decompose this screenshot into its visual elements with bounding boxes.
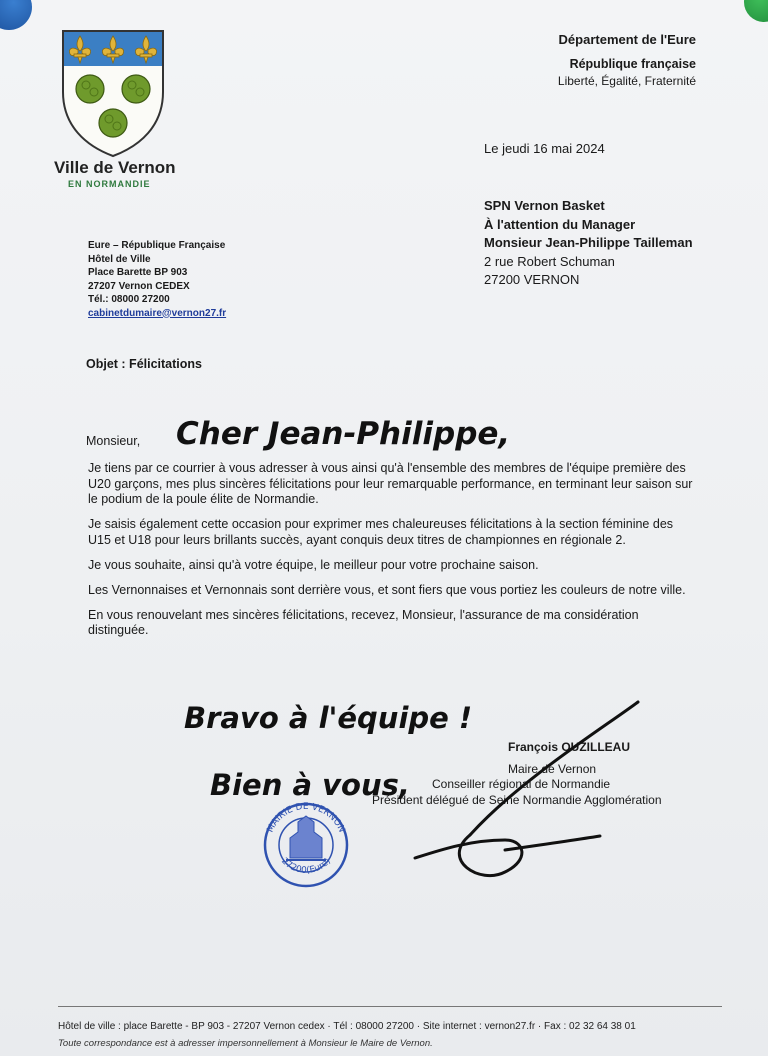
body-paragraph: Je tiens par ce courrier à vous adresser à vous ainsi qu'à l'ensemble des membres de l'équipe première des U20 garçons, mes plus sincères félicitations pour leur remarquable performance, en terminant leur saison sur le podium de la poule élite de Normandie.: [88, 461, 693, 506]
signatory-name: François OUZILLEAU: [507, 740, 630, 754]
republic-name: République française: [569, 57, 696, 71]
town-hall-stamp-icon: [265, 802, 347, 886]
sender-line: Place Barette BP 903: [88, 267, 188, 278]
handwritten-greeting: Cher Jean-Philippe,: [176, 416, 511, 452]
body-paragraph: Les Vernonnaises et Vernonnais sont derrière vous, et sont fiers que vous portiez les couleurs de notre ville.: [88, 582, 686, 597]
body-paragraph: Je saisis également cette occasion pour exprimer mes chaleureuses félicitations à la section féminine des U15 et U18 pour leurs brillants succès, ayant conquis deux titres de championnes en régionale 2.: [88, 517, 674, 547]
handwritten-note: Bravo à l'équipe !: [184, 701, 473, 735]
footer-contact: Hôtel de ville : place Barette - BP 903 - 27207 Vernon cedex · Tél : 08000 27200 · Site internet : vernon27.fr · Fax : 02 32 64 38 01: [58, 1021, 636, 1032]
recipient-line: À l'attention du Manager: [484, 216, 636, 232]
sender-line: Tél.: 08000 27200: [88, 294, 170, 305]
letter-subject: Objet : Félicitations: [86, 357, 202, 371]
signatory-role: Conseiller régional de Normandie: [432, 777, 611, 791]
body-paragraph: Je vous souhaite, ainsi qu'à votre équipe, le meilleur pour votre prochaine saison.: [88, 557, 539, 572]
republic-motto: Liberté, Égalité, Fraternité: [557, 73, 696, 88]
footer-note: Toute correspondance est à adresser impersonnellement à Monsieur le Maire de Vernon.: [58, 1038, 433, 1049]
town-name: Ville de Vernon: [54, 158, 176, 177]
handwritten-closing: Bien à vous,: [210, 768, 410, 802]
letter-date: Le jeudi 16 mai 2024: [484, 141, 605, 156]
recipient-line: 2 rue Robert Schuman: [484, 253, 615, 269]
recipient-line: SPN Vernon Basket: [484, 198, 605, 213]
sender-email-link[interactable]: cabinetdumaire@vernon27.fr: [88, 307, 227, 319]
stamp-top-text: MAIRIE DE VERNON: [265, 801, 347, 835]
sender-line: 27207 Vernon CEDEX: [88, 280, 190, 292]
stamp-bottom-text: 27200(Eure): [279, 856, 333, 876]
signatory-role: Maire de Vernon: [508, 761, 597, 776]
sender-line: Eure – République Française: [88, 240, 226, 251]
body-paragraph: En vous renouvelant mes sincères félicitations, recevez, Monsieur, l'assurance de ma considération distinguée.: [88, 607, 639, 637]
recipient-line: 27200 VERNON: [484, 272, 580, 287]
department-name: Département de l'Eure: [558, 32, 696, 47]
salutation: Monsieur,: [86, 434, 141, 448]
sender-line: Hôtel de Ville: [88, 253, 151, 265]
town-subtitle: EN NORMANDIE: [68, 179, 151, 189]
recipient-line: Monsieur Jean-Philippe Tailleman: [484, 235, 693, 250]
footer-divider: [58, 1006, 722, 1007]
signatory-role: Président délégué de Seine Normandie Agglomération: [372, 792, 662, 807]
